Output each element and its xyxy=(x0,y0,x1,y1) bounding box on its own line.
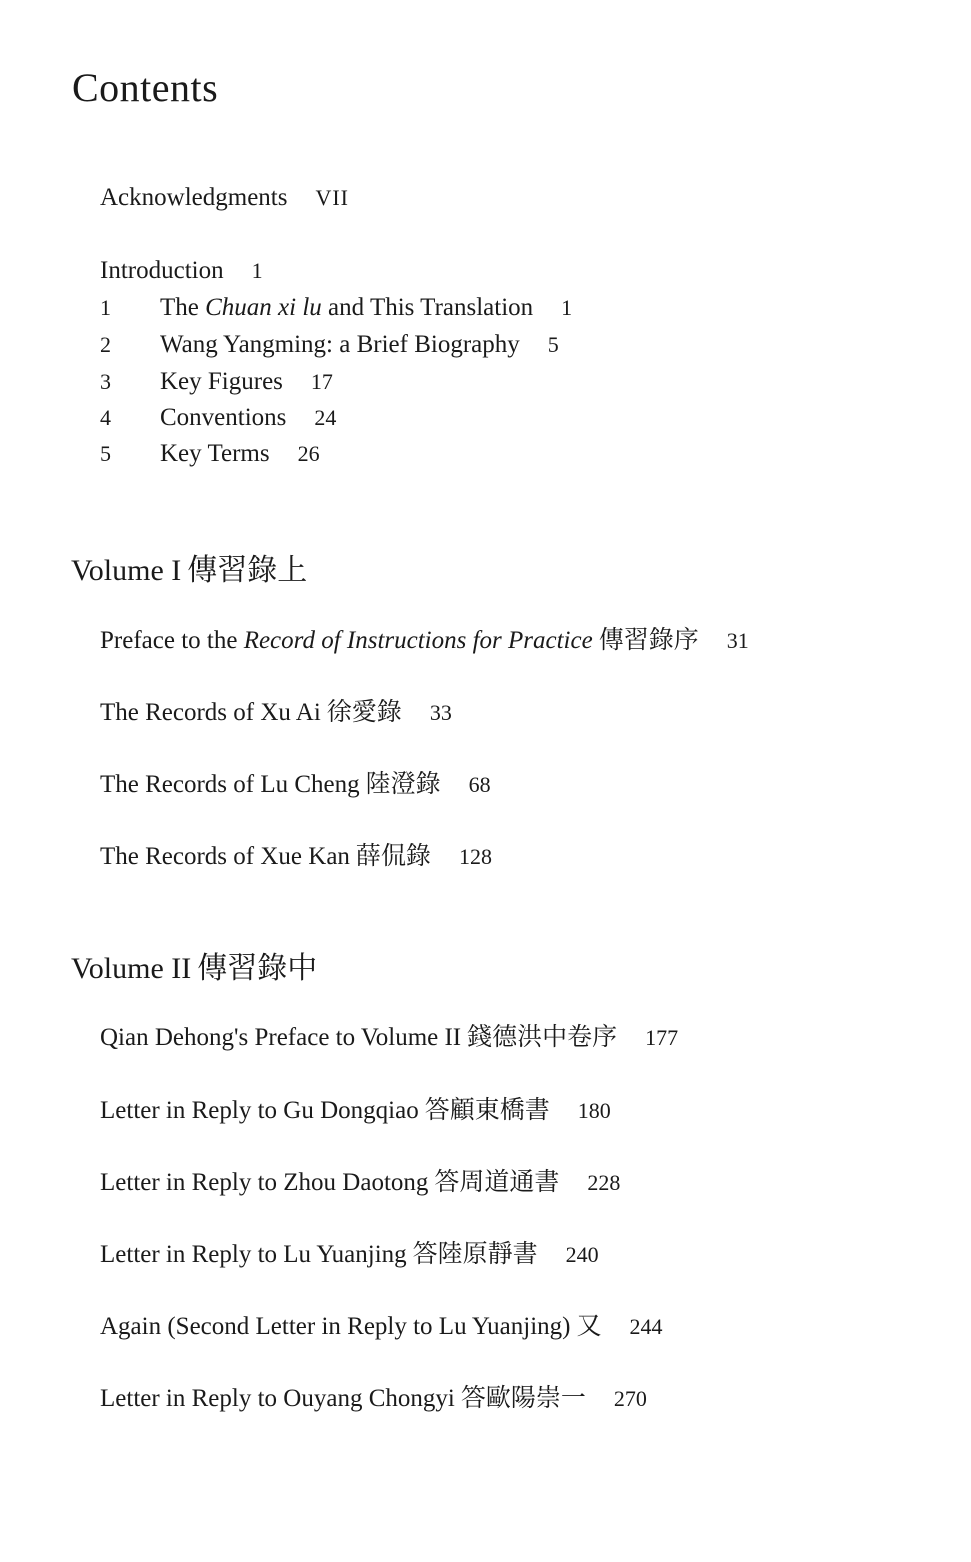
toc-entry-label: The Records of Xue Kan xyxy=(100,843,350,870)
toc-entry-cjk: 答顧東橋書 xyxy=(424,1097,550,1124)
toc-subentry-label-italic: Chuan xi lu xyxy=(205,294,322,321)
toc-subentry-label-pre: The xyxy=(160,294,206,321)
toc-entry-cjk: 錢德洪中卷序 xyxy=(467,1024,618,1051)
toc-subentry-2[interactable] xyxy=(100,331,559,359)
toc-entry-page: 128 xyxy=(458,844,492,869)
toc-subentry-number: 2 xyxy=(100,332,111,357)
toc-entry-cjk: 答周道通書 xyxy=(434,1169,560,1196)
toc-entry-label: Qian Dehong's Preface to Volume II xyxy=(100,1024,462,1051)
toc-subentry-label: Key Terms xyxy=(160,440,270,467)
toc-entry-cjk: 徐愛錄 xyxy=(326,699,402,726)
page-title: Contents xyxy=(72,65,219,110)
toc-entry-preface[interactable] xyxy=(100,620,749,656)
toc-entry-page: 31 xyxy=(726,628,749,653)
toc-entry-page: 1 xyxy=(251,258,263,283)
toc-entry-cjk: 薛侃錄 xyxy=(355,843,431,870)
toc-entry-introduction[interactable] xyxy=(100,257,263,285)
toc-subentry-1[interactable] xyxy=(100,294,572,322)
toc-subentry-label: Key Figures xyxy=(160,368,283,395)
toc-entry-acknowledgments[interactable] xyxy=(100,184,349,212)
toc-subentry-4[interactable] xyxy=(100,404,336,432)
toc-entry-page: 33 xyxy=(429,700,452,725)
toc-subentry-label: Wang Yangming: a Brief Biography xyxy=(160,331,520,358)
toc-entry-qian-dehong-preface[interactable] xyxy=(100,1017,678,1053)
volume-cjk-title: 傳習錄中 xyxy=(197,952,318,985)
toc-subentry-label-post: and This Translation xyxy=(321,294,534,321)
toc-entry-label: Acknowledgments xyxy=(100,184,288,211)
toc-subentry-page: 26 xyxy=(297,441,320,466)
toc-subentry-page: 24 xyxy=(314,405,337,430)
toc-entry-xu-ai[interactable] xyxy=(100,692,452,728)
toc-entry-label: Letter in Reply to Ouyang Chongyi xyxy=(100,1385,455,1412)
toc-subentry-number: 3 xyxy=(100,369,111,394)
toc-entry-label: Letter in Reply to Zhou Daotong xyxy=(100,1169,429,1196)
volume-1-heading xyxy=(71,545,307,589)
toc-entry-label: The Records of Lu Cheng xyxy=(100,771,360,798)
toc-entry-lu-yuanjing[interactable] xyxy=(100,1234,599,1270)
toc-subentry-number: 1 xyxy=(100,295,111,320)
volume-title: Volume I xyxy=(71,554,182,587)
toc-entry-page: 244 xyxy=(629,1314,663,1339)
toc-subentry-5[interactable] xyxy=(100,440,320,468)
volume-2-heading xyxy=(71,943,317,987)
toc-subentry-label: Conventions xyxy=(160,404,287,431)
toc-subentry-number: 4 xyxy=(100,405,111,430)
toc-entry-cjk: 傳習錄序 xyxy=(598,627,699,654)
toc-entry-page: 68 xyxy=(468,772,491,797)
toc-entry-label: Letter in Reply to Lu Yuanjing xyxy=(100,1241,407,1268)
toc-entry-cjk: 又 xyxy=(576,1313,602,1340)
toc-entry-cjk: 答歐陽崇一 xyxy=(460,1385,586,1412)
toc-entry-page: 270 xyxy=(613,1386,647,1411)
toc-entry-label: The Records of Xu Ai xyxy=(100,699,321,726)
toc-subentry-number: 5 xyxy=(100,441,111,466)
toc-subentry-page: 17 xyxy=(310,369,333,394)
toc-entry-page: VII xyxy=(315,185,350,210)
toc-entry-label-pre: Preface to the xyxy=(100,627,244,654)
toc-entry-label: Again (Second Letter in Reply to Lu Yuanjing) xyxy=(100,1313,571,1340)
toc-subentry-page: 1 xyxy=(561,295,573,320)
toc-entry-label: Letter in Reply to Gu Dongqiao xyxy=(100,1097,419,1124)
toc-entry-gu-dongqiao[interactable] xyxy=(100,1090,611,1126)
toc-subentry-page: 5 xyxy=(547,332,559,357)
toc-entry-lu-yuanjing-second[interactable] xyxy=(100,1306,663,1342)
toc-entry-label: Introduction xyxy=(100,257,224,284)
toc-entry-page: 180 xyxy=(577,1098,611,1123)
toc-entry-page: 240 xyxy=(565,1242,599,1267)
toc-entry-page: 177 xyxy=(645,1025,679,1050)
toc-entry-page: 228 xyxy=(587,1170,621,1195)
toc-subentry-3[interactable] xyxy=(100,368,333,396)
toc-entry-cjk: 答陸原靜書 xyxy=(412,1241,538,1268)
toc-entry-lu-cheng[interactable] xyxy=(100,764,491,800)
toc-entry-label-italic: Record of Instructions for Practice xyxy=(243,627,593,654)
toc-entry-ouyang-chongyi[interactable] xyxy=(100,1378,647,1414)
volume-cjk-title: 傳習錄上 xyxy=(187,554,308,587)
volume-title: Volume II xyxy=(71,952,192,985)
toc-entry-cjk: 陸澄錄 xyxy=(365,771,441,798)
toc-entry-zhou-daotong[interactable] xyxy=(100,1162,620,1198)
toc-entry-xue-kan[interactable] xyxy=(100,836,492,872)
